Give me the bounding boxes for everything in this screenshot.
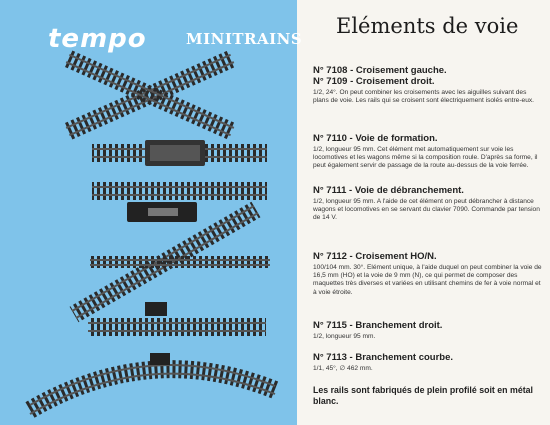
entry-heading: N° 7112 - Croisement HO/N. xyxy=(313,251,437,262)
entry-7113 xyxy=(313,352,543,373)
entry-heading: N° 7108 - Croisement gauche. xyxy=(313,65,447,76)
footer-note: Les rails sont fabriqués de plein profilé soit en métal blanc. xyxy=(313,385,533,406)
entry-heading: N° 7115 - Branchement droit. xyxy=(313,320,443,331)
entry-description: 1/2, longueur 95 mm. A l'aide de cet élément on peut débrancher à distance wagons et locomotives en se servant du clavier 7090. Commande par tension de 14 V. xyxy=(313,198,540,222)
tempo-logo: tempo xyxy=(48,24,147,54)
entry-7115 xyxy=(313,320,543,341)
crossing-track-illustration xyxy=(64,50,236,140)
entry-description: 1/2, longueur 95 mm. Cet élément met automatiquement sur voie les locomotives et les wagons même si la composition roule. D'après sa forme, il peut également servir de passage de la route au-dessus de la voie ferrée. xyxy=(313,146,538,170)
rerailer-track-illustration xyxy=(92,140,267,166)
entry-7110 xyxy=(313,133,543,171)
entry-heading: N° 7113 - Branchement courbe. xyxy=(313,352,454,363)
entry-description: 1/2, 24°. On peut combiner les croisements avec les aiguilles suivant des plans de voie. Les rails qui se croisent sont électriquement isolés entre-eux. xyxy=(313,89,535,105)
page-title: Eléments de voie xyxy=(336,14,519,38)
entry-heading: N° 7110 - Voie de formation. xyxy=(313,133,438,144)
minitrains-logo: MINITRAINS xyxy=(186,30,303,48)
entry-7112 xyxy=(313,251,543,297)
entry-heading: N° 7109 - Croisement droit. xyxy=(313,76,435,87)
entry-7108-7109 xyxy=(313,65,543,105)
straight-contact-track-illustration xyxy=(88,302,266,336)
entry-description: 1/1, 45°, ∅ 462 mm. xyxy=(313,365,373,372)
entry-description: 1/2, longueur 95 mm. xyxy=(313,333,376,340)
entry-description: 100/104 mm. 30°. Elément unique, à l'aide duquel on peut combiner la voie de 16,5 mm (HO) et la voie de 9 mm (N), ce qui permet de composer des maquettes très diverses et variées en utilisant chemins de fer à voie normal et à voie étroite. xyxy=(313,264,542,296)
entry-heading: N° 7111 - Voie de débranchement. xyxy=(313,185,464,196)
curved-contact-track-illustration xyxy=(30,353,275,414)
entry-7111 xyxy=(313,185,543,223)
